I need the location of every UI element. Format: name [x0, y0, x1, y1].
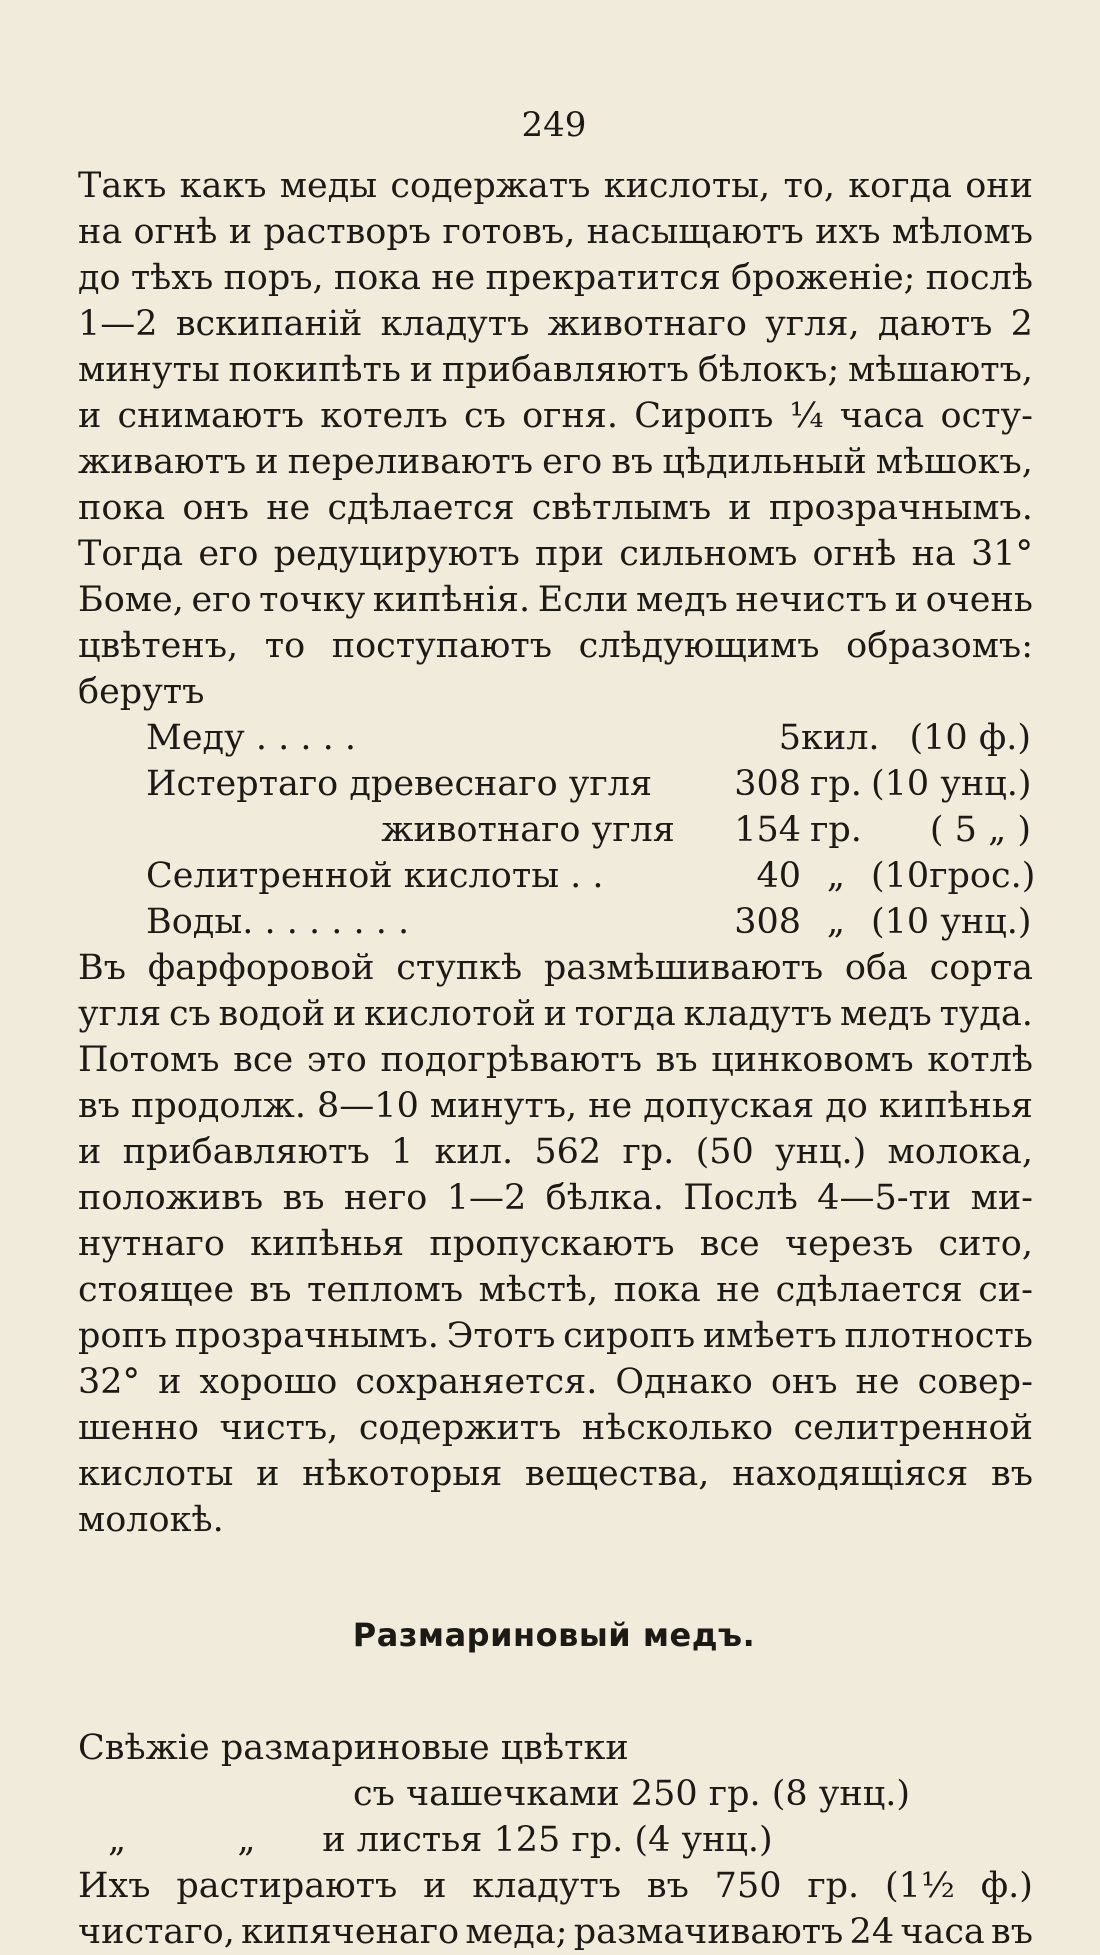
text-line: и снимаютъ котелъ съ огня. Сиропъ ¼ часа осту-: [78, 396, 1033, 436]
ingredient-quantity: 154: [734, 810, 801, 850]
ingredient-old-measure: (10 унц.): [871, 764, 1032, 804]
text-line: Ихъ растираютъ и кладутъ въ 750 гр. (1½ ф.): [78, 1866, 1033, 1906]
ingredient-unit: гр.: [810, 810, 862, 850]
ingredient-unit: кил.: [801, 718, 880, 758]
text-line: пока онъ не сдѣлается свѣтлымъ и прозрачнымъ.: [78, 488, 1033, 528]
text-line: Въ фарфоровой ступкѣ размѣшиваютъ оба сорта: [78, 948, 1033, 988]
recipe-row: [146, 761, 1031, 807]
ingredient-name: Меду . . . . .: [146, 718, 368, 758]
recipe-table: [146, 715, 1036, 945]
text-line: Такъ какъ меды содержатъ кислоты, то, когда они: [78, 166, 1033, 206]
ingredient-unit: „: [826, 902, 846, 942]
ingredient-quantity: 308: [734, 764, 801, 804]
text-line: и прибавляютъ 1 кил. 562 гр. (50 унц.) молока,: [78, 1132, 1033, 1172]
text-line: шенно чистъ, содержитъ нѣсколько селитренной: [78, 1408, 1033, 1448]
recipe-row: [146, 853, 1036, 899]
text-line: стоящее въ тепломъ мѣстѣ, пока не сдѣлается си-: [78, 1270, 1033, 1310]
paragraph-method: [78, 945, 1033, 1543]
ingredient-old-measure: ( 5 „ ): [929, 810, 1031, 850]
text-line: Боме, его точку кипѣнiя. Если медъ нечистъ и очень: [78, 580, 1033, 620]
text-line: Потомъ все это подогрѣваютъ въ цинковомъ котлѣ: [78, 1040, 1033, 1080]
text-line: до тѣхъ поръ, пока не прекратится броженiе; послѣ: [78, 258, 1033, 298]
paragraph-continuation: [78, 1863, 1033, 1955]
ingredient-name: Истертаго древеснаго угля: [146, 764, 664, 804]
ingredient-old-measure: (10 ф.): [909, 718, 1031, 758]
ingredient-unit: гр.: [810, 764, 862, 804]
text-line: на огнѣ и растворъ готовъ, насыщаютъ ихъ мѣломъ: [78, 212, 1033, 252]
text-line: живаютъ и переливаютъ его въ цѣдильный мѣшокъ,: [78, 442, 1033, 482]
ingredient-name: животнаго угля: [381, 810, 686, 850]
recipe-row: [146, 807, 1031, 853]
recipe-line: „ „ и листья 125 гр. (4 унц.): [108, 1820, 773, 1860]
text-line: берутъ: [78, 672, 205, 712]
text-line: кислоты и нѣкоторыя вещества, находящiяся въ: [78, 1454, 1033, 1494]
page-number: 249: [521, 105, 587, 145]
ingredient-name: Воды. . . . . . . .: [146, 902, 421, 942]
ingredient-old-measure: (10 унц.): [871, 902, 1032, 942]
text-line: 1—2 вскипанiй кладутъ животнаго угля, даютъ 2: [78, 304, 1033, 344]
text-line: нутнаго кипѣнья пропускаютъ все черезъ сито,: [78, 1224, 1033, 1264]
ingredient-quantity: 308: [734, 902, 801, 942]
text-line: Тогда его редуцируютъ при сильномъ огнѣ на 31°: [78, 534, 1033, 574]
recipe-rosemary: [78, 1725, 1030, 1863]
ingredient-old-measure: (10грос.): [871, 856, 1036, 896]
text-line: въ продолж. 8—10 минутъ, не допуская до кипѣнья: [78, 1086, 1033, 1126]
text-line: минуты покипѣть и прибавляютъ бѣлокъ; мѣшаютъ,: [78, 350, 1033, 390]
ingredient-name: Селитренной кислоты . .: [146, 856, 615, 896]
ingredient-quantity: 40: [756, 856, 801, 896]
recipe-line: Свѣжiе размариновые цвѣтки: [78, 1728, 629, 1768]
text-line: 32° и хорошо сохраняется. Однако онъ не совер-: [78, 1362, 1033, 1402]
text-line: положивъ въ него 1—2 бѣлка. Послѣ 4—5-ти ми-: [78, 1178, 1033, 1218]
recipe-row: [146, 715, 1031, 761]
section-heading: Размариновый медъ.: [352, 1616, 756, 1654]
text-line: чистаго, кипяченаго меда; размачиваютъ 24 часа въ: [78, 1912, 1033, 1952]
text-line: цвѣтенъ, то поступаютъ слѣдующимъ образомъ:: [78, 626, 1033, 666]
ingredient-unit: „: [826, 856, 846, 896]
text-line: угля съ водой и кислотой и тогда кладутъ медъ туда.: [78, 994, 1033, 1034]
ingredient-quantity: 5: [778, 718, 801, 758]
recipe-line: съ чашечками 250 гр. (8 унц.): [353, 1774, 910, 1814]
paragraph-intro: [78, 163, 1033, 715]
text-line: молокѣ.: [78, 1500, 224, 1540]
text-line: ропъ прозрачнымъ. Этотъ сиропъ имѣетъ плотность: [78, 1316, 1033, 1356]
recipe-row: [146, 899, 1031, 945]
